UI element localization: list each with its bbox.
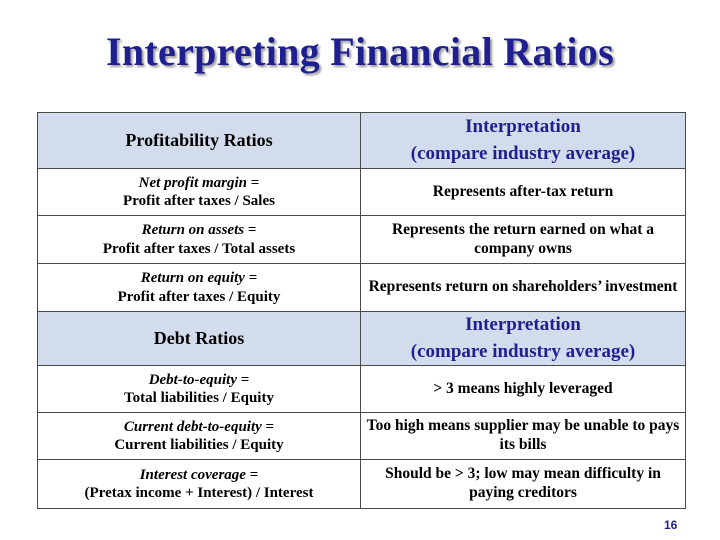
ratio-formula: Profit after taxes / Total assets [102, 240, 296, 257]
ratio-interpretation: Represents return on shareholders’ investment [361, 264, 686, 312]
interpretation-note: (compare industry average) [410, 142, 636, 164]
equals-sign: = [245, 466, 259, 483]
ratio-interpretation: > 3 means highly leveraged [361, 366, 686, 413]
ratio-name: Net profit margin [138, 174, 248, 191]
slide-title: Interpreting Financial Ratios [106, 29, 614, 74]
ratio-formula: Total liabilities / Equity [124, 390, 274, 407]
ratio-interpretation: Too high means supplier may be unable to pays its bills [361, 413, 686, 460]
ratio-formula: Current liabilities / Equity [114, 437, 284, 454]
equals-sign: = [244, 270, 258, 287]
interpretation-note: (compare industry average) [410, 340, 636, 362]
table-row [38, 216, 686, 264]
ratio-definition [38, 460, 361, 509]
equals-sign: = [244, 222, 257, 239]
ratio-name: Debt-to-equity [148, 371, 237, 388]
table-row [38, 460, 686, 509]
ratio-interpretation: Represents the return earned on what a company owns [361, 216, 686, 264]
interpretation-label: Interpretation [465, 115, 581, 137]
ratio-interpretation: Should be > 3; low may mean difficulty in paying creditors [361, 460, 686, 509]
profitability-category-header: Profitability Ratios [38, 113, 361, 169]
table-row [38, 169, 686, 216]
ratio-formula: (Pretax income + Interest) / Interest [84, 485, 314, 502]
equals-sign: = [261, 418, 275, 435]
table-row [38, 264, 686, 312]
profitability-interpretation-header [361, 113, 686, 169]
ratio-formula: Profit after taxes / Equity [117, 288, 281, 305]
table-row [38, 366, 686, 413]
ratio-name: Current debt-to-equity [123, 418, 262, 435]
profitability-header-row [38, 113, 686, 169]
ratios-table [37, 112, 686, 509]
ratio-definition [38, 169, 361, 216]
equals-sign: = [247, 174, 260, 191]
ratio-name: Return on equity [140, 270, 245, 287]
ratio-name: Interest coverage [139, 466, 246, 483]
interpretation-label: Interpretation [465, 314, 581, 335]
debt-header-row [38, 312, 686, 366]
ratio-definition [38, 413, 361, 460]
ratio-name: Return on assets [141, 222, 245, 239]
equals-sign: = [237, 371, 250, 388]
ratio-definition [38, 264, 361, 312]
debt-interpretation-header [361, 312, 686, 366]
ratio-formula: Profit after taxes / Sales [123, 193, 275, 209]
ratio-interpretation: Represents after-tax return [361, 169, 686, 216]
page-number: 16 [664, 518, 678, 532]
ratio-definition [38, 216, 361, 264]
debt-category-header: Debt Ratios [38, 312, 361, 366]
table-row [38, 413, 686, 460]
ratio-definition [38, 366, 361, 413]
